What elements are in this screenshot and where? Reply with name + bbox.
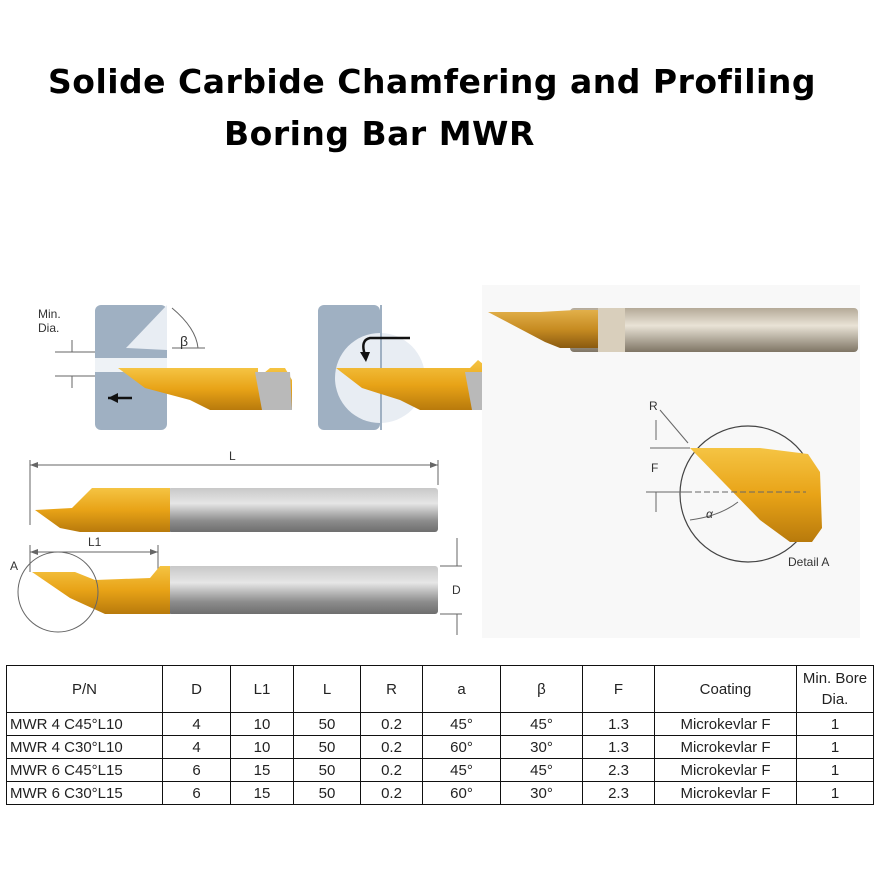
detail-a-callout: A [10, 559, 19, 573]
header-coating: Coating [655, 666, 797, 713]
header-r: R [361, 666, 423, 713]
cell-coating: Microkevlar F [655, 782, 797, 805]
cell-beta: 45° [501, 713, 583, 736]
cell-f: 2.3 [583, 782, 655, 805]
min-dia-label-1: Min. [38, 307, 61, 321]
header-beta: β [501, 666, 583, 713]
cell-min-bore: 1 [797, 782, 874, 805]
min-dia-label-2: Dia. [38, 321, 60, 335]
cell-d: 6 [163, 782, 231, 805]
cell-pn: MWR 6 C45°L15 [7, 759, 163, 782]
cell-pn: MWR 4 C45°L10 [7, 713, 163, 736]
cell-l: 50 [294, 782, 361, 805]
side-view-full-length [30, 449, 438, 532]
cell-f: 1.3 [583, 713, 655, 736]
cell-d: 4 [163, 713, 231, 736]
cell-min-bore: 1 [797, 713, 874, 736]
cell-coating: Microkevlar F [655, 713, 797, 736]
header-d: D [163, 666, 231, 713]
beta-label: β [180, 333, 189, 349]
header-min-bore-line1: Min. Bore [802, 670, 868, 687]
header-l1: L1 [231, 666, 294, 713]
cell-r: 0.2 [361, 759, 423, 782]
cell-pn: MWR 6 C30°L15 [7, 782, 163, 805]
side-view-l1-d [10, 535, 462, 635]
cell-a: 45° [423, 759, 501, 782]
cell-a: 60° [423, 782, 501, 805]
cell-coating: Microkevlar F [655, 736, 797, 759]
cell-l1: 15 [231, 782, 294, 805]
cell-f: 2.3 [583, 759, 655, 782]
cell-r: 0.2 [361, 713, 423, 736]
cell-min-bore: 1 [797, 736, 874, 759]
cell-r: 0.2 [361, 736, 423, 759]
detail-a-label: Detail A [788, 555, 830, 569]
header-f: F [583, 666, 655, 713]
cell-a: 60° [423, 736, 501, 759]
cell-l: 50 [294, 759, 361, 782]
alpha-label: α [706, 507, 713, 521]
cell-l: 50 [294, 713, 361, 736]
specification-table [6, 665, 874, 805]
header-min-bore-line2: Dia. [821, 691, 849, 708]
cell-a: 45° [423, 713, 501, 736]
cell-r: 0.2 [361, 782, 423, 805]
l1-label: L1 [88, 535, 102, 549]
cell-f: 1.3 [583, 736, 655, 759]
cell-beta: 30° [501, 782, 583, 805]
table-row [7, 782, 874, 805]
header-l: L [294, 666, 361, 713]
cell-pn: MWR 4 C30°L10 [7, 736, 163, 759]
chamfer-application-view [38, 305, 292, 430]
technical-drawing [0, 280, 881, 640]
header-min-bore-dia [797, 666, 874, 713]
cell-l1: 10 [231, 736, 294, 759]
table-row [7, 736, 874, 759]
profiling-application-view [318, 305, 495, 430]
table-header-row [7, 666, 874, 713]
cell-l: 50 [294, 736, 361, 759]
cell-beta: 45° [501, 759, 583, 782]
f-label: F [651, 461, 659, 475]
cell-d: 6 [163, 759, 231, 782]
cell-coating: Microkevlar F [655, 759, 797, 782]
cell-beta: 30° [501, 736, 583, 759]
table-row [7, 713, 874, 736]
cell-min-bore: 1 [797, 759, 874, 782]
cell-d: 4 [163, 736, 231, 759]
page-title-line1: Solide Carbide Chamfering and Profiling [48, 62, 816, 101]
header-a: a [423, 666, 501, 713]
table-row [7, 759, 874, 782]
length-label: L [229, 449, 236, 463]
d-label: D [452, 583, 461, 597]
cell-l1: 15 [231, 759, 294, 782]
r-label: R [649, 399, 658, 413]
header-pn: P/N [7, 666, 163, 713]
cell-l1: 10 [231, 713, 294, 736]
page-title-line2: Boring Bar MWR [224, 114, 535, 153]
